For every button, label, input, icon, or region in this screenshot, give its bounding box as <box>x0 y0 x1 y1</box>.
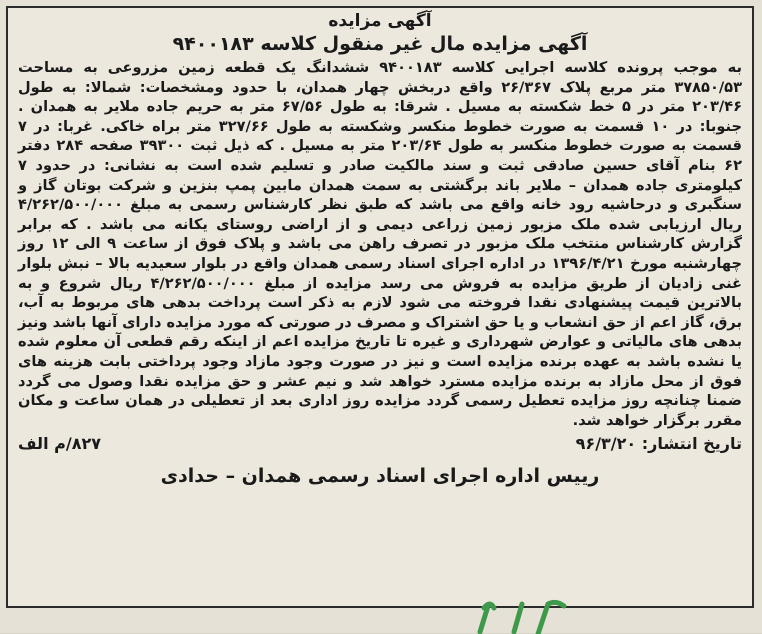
notice-footer <box>8 434 752 453</box>
publish-date: تاریخ انتشار: ۹۶/۳/۲۰ <box>575 434 742 454</box>
notice-frame <box>6 6 754 608</box>
notice-subheading: آگهی مزایده مال غیر منقول کلاسه ۹۴۰۰۱۸۳ <box>172 33 588 55</box>
handwritten-number-mark <box>470 598 580 634</box>
notice-body: به موجب پرونده کلاسه اجرایی کلاسه ۹۴۰۰۱۸۳ ششدانگ یک قطعه زمین مزروعی به مساحت ۳۷۸۵۰/۵۳ متر مربع پلاک ۲۶/۳۶۷ واقع دربخش چهار همدان، با حدود ومشخصات: شمالا: به طول ۲۰۳/۴۶ متر در ۵ خط شکسته به مسیل . شرقا: به طول ۶۷/۵۶ متر به حریم جاده ملایر به همدان . جنوبا: در ۱۰ قسمت به صورت خطوط منکسر وشکسته به طول ۳۲۷/۶۶ متر براه خاکی. غربا: در ۷ قسمت به صورت خطوط منکسر به طول ۲۰۳/۶۴ متر به مسیل . که ذیل ثبت ۳۹۳۰۰ صفحه ۲۸۴ دفتر ۶۲ بنام آقای حسین صادقی ثبت و سند مالکیت صادر و تسلیم شده است به نشانی: در حدود ۷ کیلومتری جاده همدان – ملایر باند برگشتی به سمت همدان مابین پمپ بنزین و شرکت بوتان گاز و سنگبری و درحاشیه رود خانه واقع می باشد که طبق نظر کارشناس رسمی به مبلغ ۴/۲۶۲/۵۰۰/۰۰۰ ریال ارزیابی شده ملک مزبور زمین زراعی دیمی و از اراضی روستای یکانه می باشد . که برابر گزارش کارشناس منتخب ملک مزبور در تصرف راهن می باشد و پلاک فوق از ساعت ۹ الی ۱۲ روز چهارشنبه مورخ ۱۳۹۶/۴/۲۱ در اداره اجرای اسناد رسمی همدان واقع در بلوار سعیدیه بالا – نبش بلوار غنی زادیان از طریق مزایده به فروش می رسد مزایده از مبلغ ۴/۲۶۲/۵۰۰/۰۰۰ ریال شروع و به بالاترین قیمت پیشنهادی نقدا فروخته می شود لازم به ذکر است پرداخت بدهی های مربوط به آب، برق، گاز اعم از حق انشعاب و یا حق اشتراک و مصرف در صورتی که مورد مزایده دارای آنها باشد ونیز بدهی های مالیاتی و عوارض شهرداری و غیره تا تاریخ مزایده اعم از اینکه رقم قطعی آن معلوم شده یا نشده باشد به عهده برنده مزایده است و نیز در صورت وجود مازاد وجود پرداختی بابت هزینه های فوق از محل مازاد به برنده مزایده مسترد خواهد شد و نیم عشر و حق مزایده نقدا وصول می گردد ضمنا چنانچه روز مزایده تعطیل رسمی گردد مزایده روز اداری بعد از تعطیلی در همان ساعت و مکان مقرر برگزار خواهد شد. <box>18 59 743 429</box>
notice-code: ۸۲۷/م الف <box>18 434 101 454</box>
notice-heading: آگهی مزایده <box>328 11 432 31</box>
signature-line: رییس اداره اجرای اسناد رسمی همدان – حدادی <box>160 465 600 488</box>
